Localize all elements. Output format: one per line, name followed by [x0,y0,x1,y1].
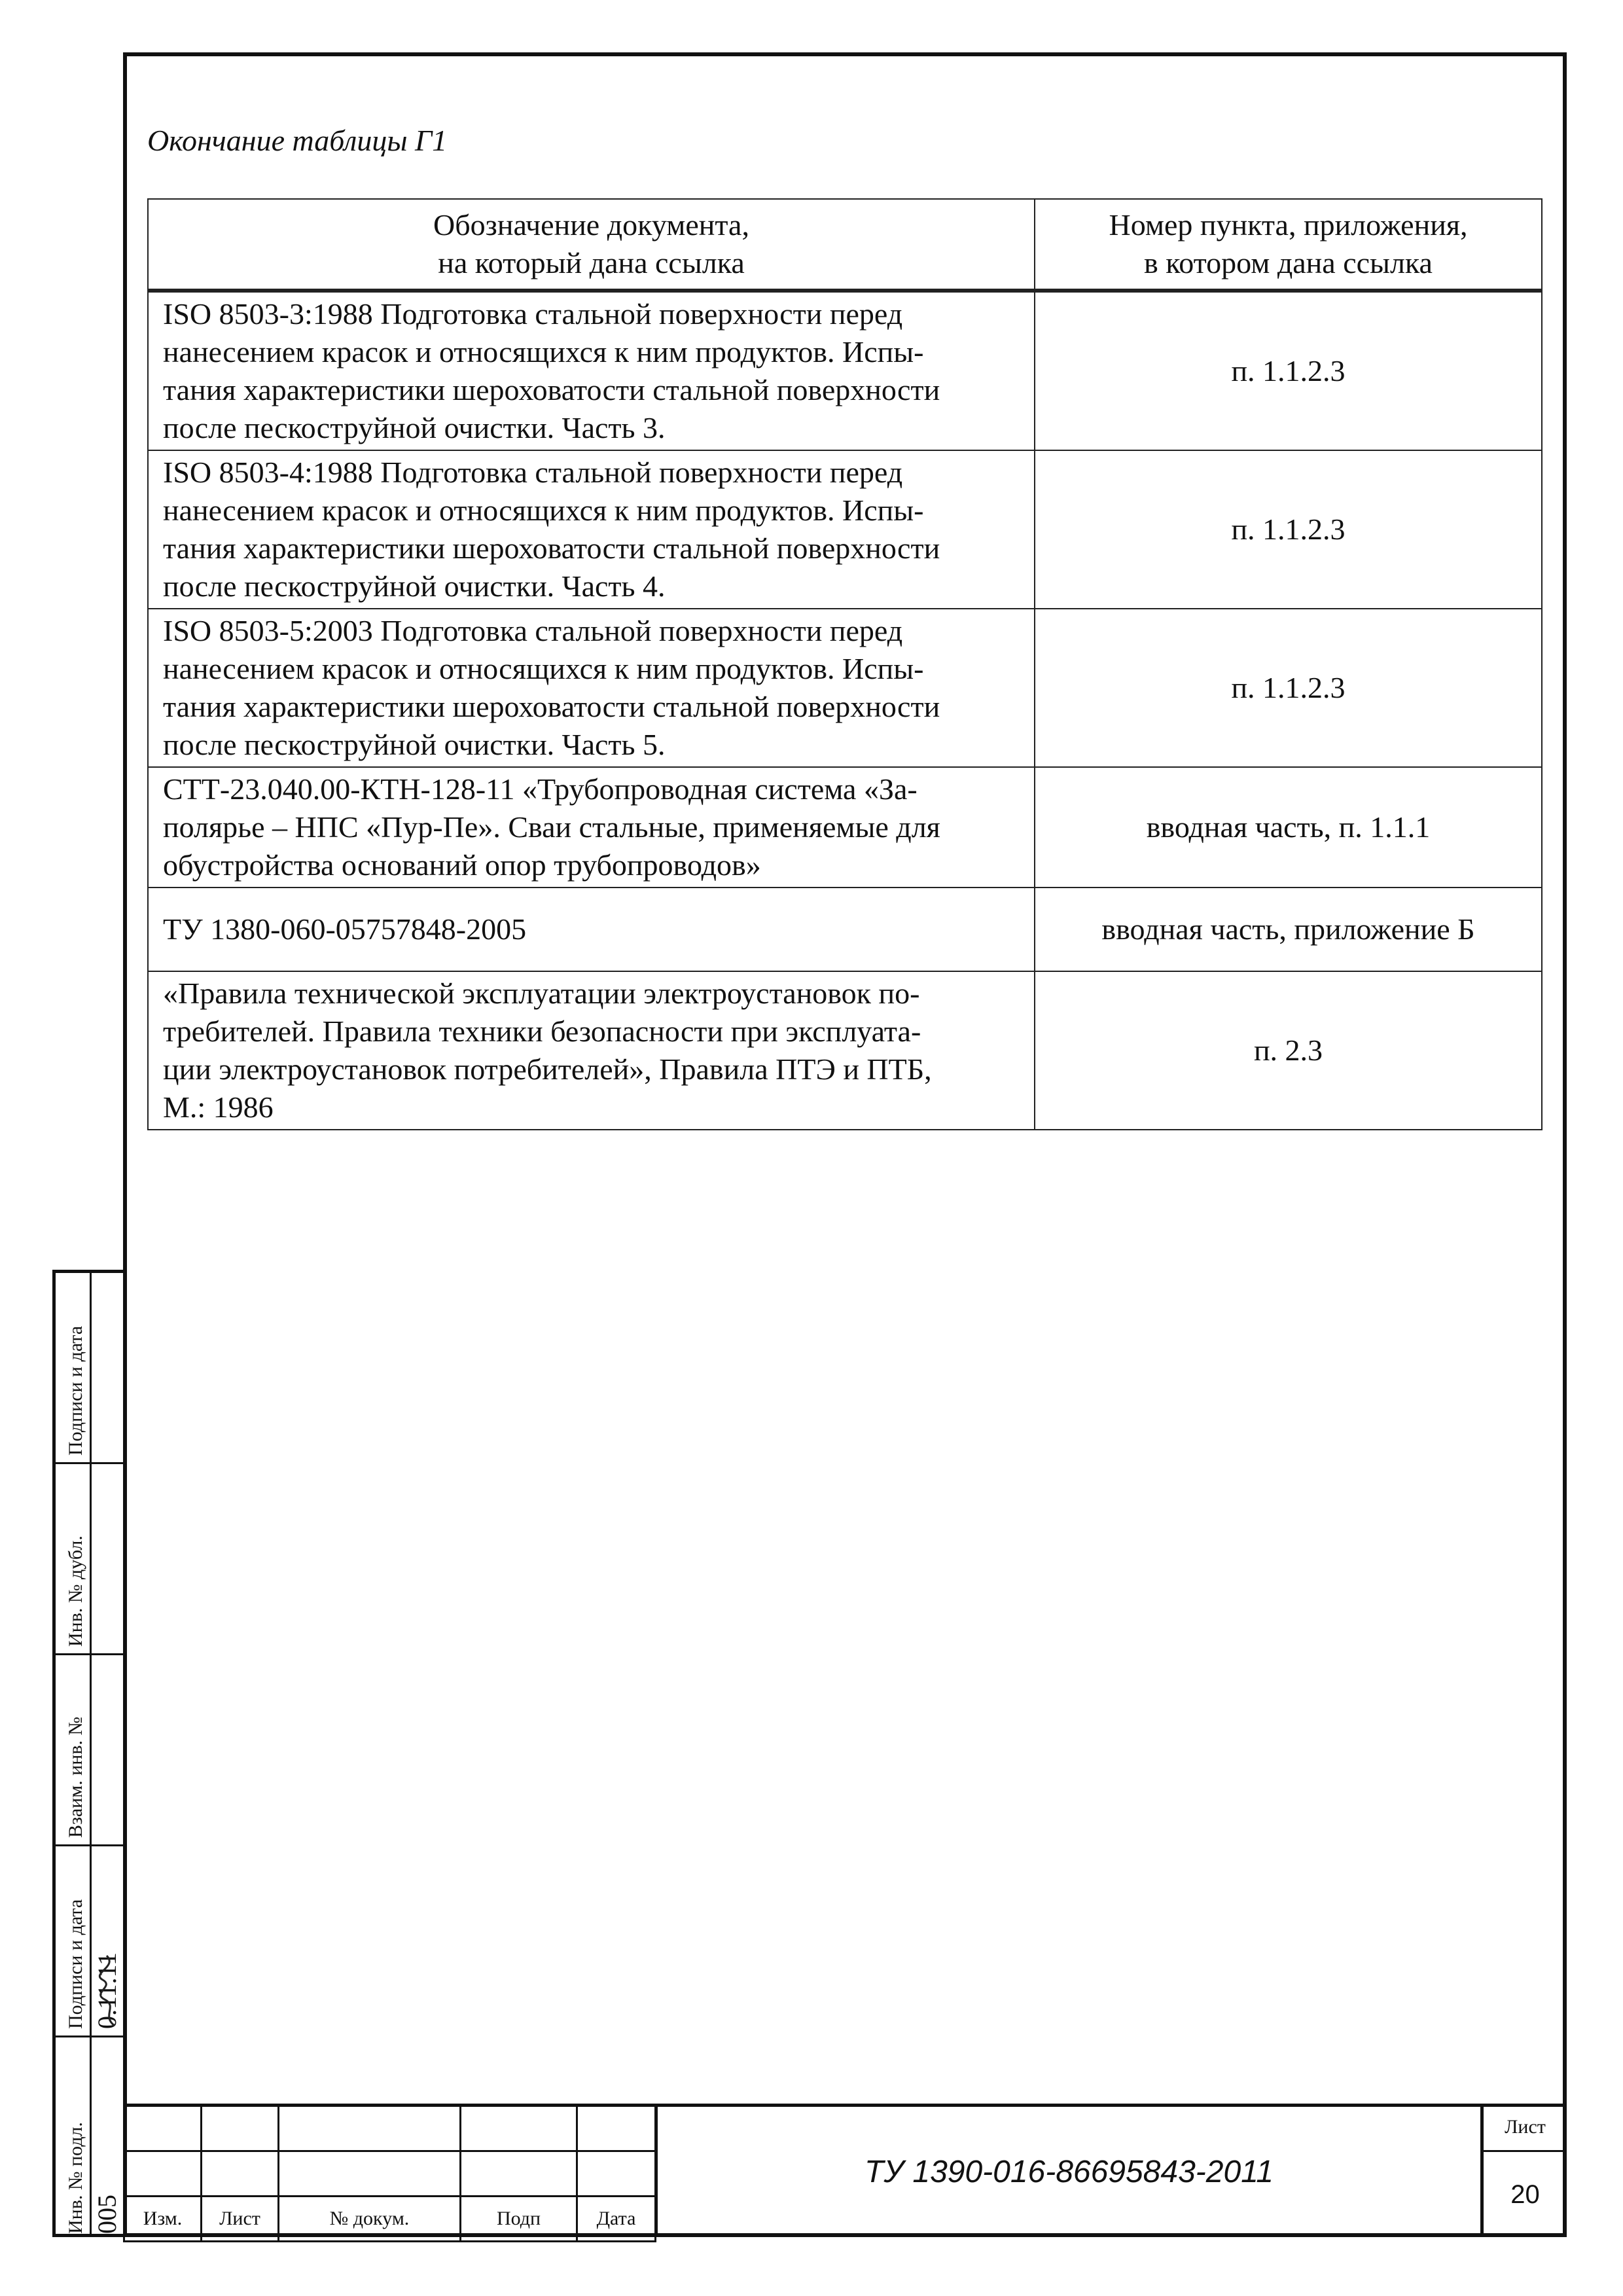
document-code: ТУ 1390-016-86695843-2011 [654,2104,1480,2237]
document-cell: СТТ-23.040.00-КТН-128-11 «Трубопроводная система «За- полярье – НПС «Пур-Пе». Сваи стальные, применяемые для обустройства оснований опор трубопроводов» [148,767,1035,888]
title-block-grid [123,2104,656,2242]
document-cell: ISO 8503-5:2003 Подготовка стальной поверхности перед нанесением красок и относящихся к ним продуктов. Испы- тания характеристики шероховатости стальной поверхности после пескоструйной очистки. Часть 5. [148,609,1035,767]
title-block [123,2104,1567,2237]
header-document: Обозначение документа, на который дана ссылка [148,199,1035,291]
col-signature: Подп [461,2197,577,2242]
reference-table [147,198,1543,1130]
sheet-label: Лист [1484,2107,1567,2152]
reference-cell: п. 1.1.2.3 [1035,291,1542,450]
sign-date: 0.11.11 [92,1952,122,2029]
strip-dup-inv: Инв. № дубл. [56,1464,123,1655]
table-row [148,767,1542,888]
strip-signatures-1: Подписи и дата [56,1273,123,1464]
table-row [148,971,1542,1130]
document-cell: «Правила технической эксплуатации электроустановок по- требителей. Правила техники безопасности при эксплуата- ции электроустановок потребителей», Правила ПТЭ и ПТБ, М.: 1986 [148,971,1035,1130]
reference-cell: п. 1.1.2.3 [1035,450,1542,609]
sheet-box [1480,2104,1567,2237]
strip-mutual-inv: Взаим. инв. № [56,1655,123,1846]
reference-cell: п. 1.1.2.3 [1035,609,1542,767]
strip-signatures-2: Подписи и дата 0.11.11 [56,1846,123,2037]
side-approval-strip [52,1270,123,2237]
sheet-number: 20 [1510,2180,1540,2209]
col-date: Дата [577,2197,656,2242]
table-header-row [148,199,1542,291]
table-caption: Окончание таблицы Г1 [147,124,448,157]
col-doc-number: № докум. [279,2197,461,2242]
document-cell: ТУ 1380-060-05757848-2005 [148,888,1035,971]
col-change: Изм. [124,2197,202,2242]
table-row [148,450,1542,609]
table-row [148,291,1542,450]
document-cell: ISO 8503-3:1988 Подготовка стальной поверхности перед нанесением красок и относящихся к ним продуктов. Испы- тания характеристики шероховатости стальной поверхности после пескоструйной очистки. Часть 3. [148,291,1035,450]
handwritten-signature [95,1950,121,2029]
table-row [148,888,1542,971]
reference-cell: вводная часть, п. 1.1.1 [1035,767,1542,888]
inv-number: 005 [92,2195,122,2234]
document-cell: ISO 8503-4:1988 Подготовка стальной поверхности перед нанесением красок и относящихся к ним продуктов. Испы- тания характеристики шероховатости стальной поверхности после пескоструйной очистки. Часть 4. [148,450,1035,609]
col-sheet: Лист [202,2197,279,2242]
reference-cell: п. 2.3 [1035,971,1542,1130]
header-reference: Номер пункта, приложения, в котором дана ссылка [1035,199,1542,291]
table-row [148,609,1542,767]
reference-cell: вводная часть, приложение Б [1035,888,1542,971]
strip-original-inv: Инв. № подл. 005 [65,2122,122,2234]
